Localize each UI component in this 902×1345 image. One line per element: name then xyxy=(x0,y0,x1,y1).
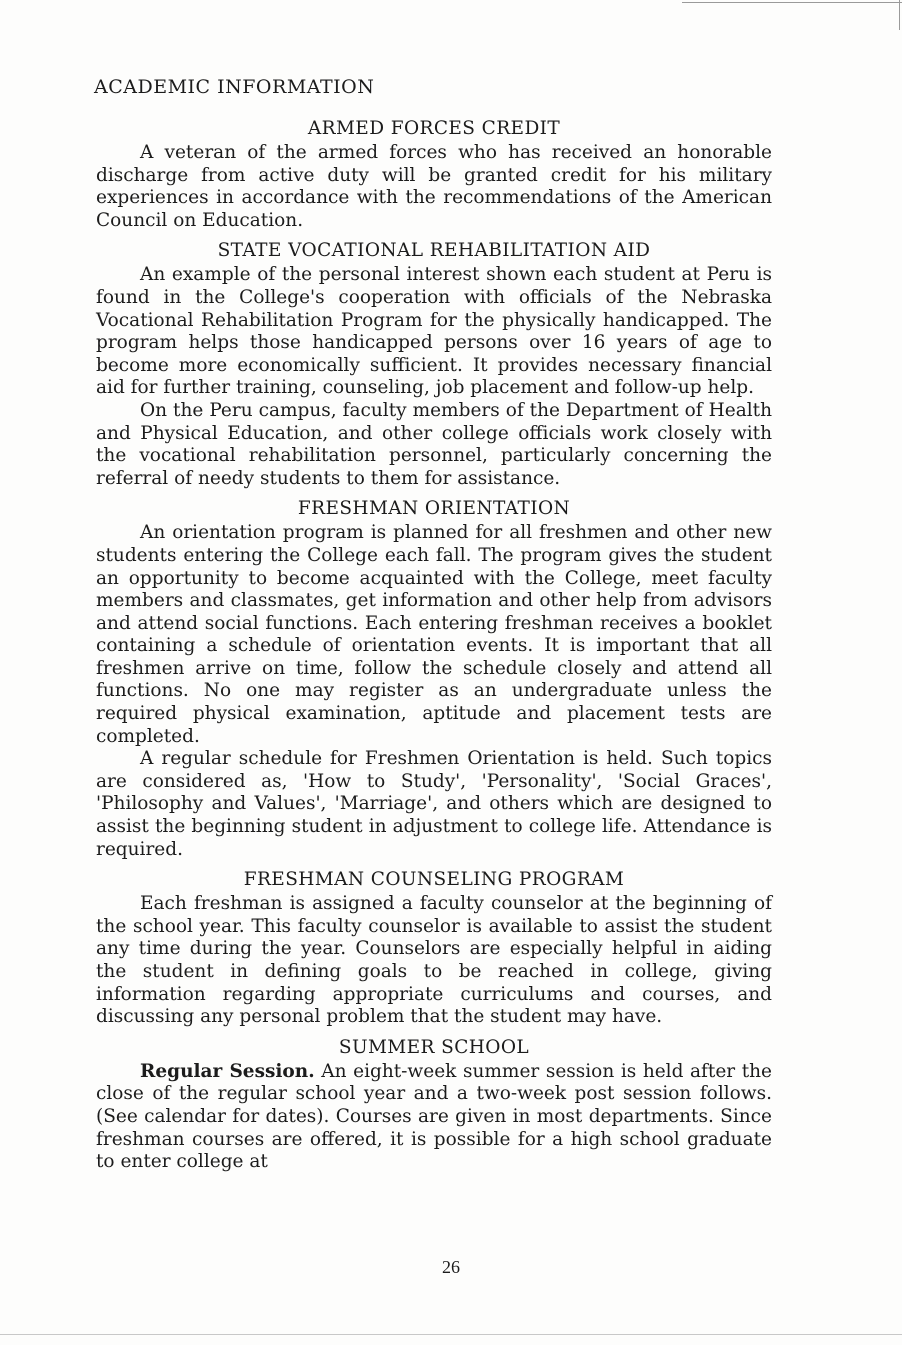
section-title: ARMED FORCES CREDIT xyxy=(307,118,561,139)
section-armed-forces-credit xyxy=(96,118,772,232)
paragraph: An orientation program is planned for all freshmen and other new students entering the College each fall. The program gives the student an opportunity to become acquainted with the College, meet faculty members and classmates, get information and other help from advisors and attend social functions. Each entering freshman receives a booklet containing a schedule of orientation events. It is important that all freshmen arrive on time, follow the schedule closely and attend all functions. No one may register as an undergraduate unless the required physical examination, aptitude and placement tests are completed. xyxy=(96,522,772,747)
paragraph: A regular schedule for Freshmen Orientation is held. Such topics are considered as, 'How to Study', 'Personality', 'Social Graces', 'Philosophy and Values', 'Marriage', and others which are designed to assist the beginning student in adjustment to college life. Attendance is required. xyxy=(96,748,772,860)
section-vocational-rehabilitation xyxy=(96,240,772,490)
running-header: ACADEMIC INFORMATION xyxy=(94,76,375,98)
section-summer-school xyxy=(96,1037,772,1174)
page-number: 26 xyxy=(442,1257,460,1277)
section-title: FRESHMAN COUNSELING PROGRAM xyxy=(243,869,625,891)
paragraph: A veteran of the armed forces who has received an honorable discharge from active duty will be granted credit for his military experiences in accordance with the recommendations of the American Council on Education. xyxy=(96,142,772,231)
paragraph: An example of the personal interest shown each student at Peru is found in the College's cooperation with officials of the Nebraska Vocational Rehabilitation Program for the physically handicapped. The program helps those handicapped persons over 16 years of age to become more economically sufficient. It provides necessary financial aid for further training, counseling, job placement and follow-up help. xyxy=(96,264,772,399)
text-column xyxy=(96,118,772,1174)
paragraph-text: An eight-week summer session is held after the close of the regular school year and a two-week post session follows. (See calendar for dates). Courses are given in most departments. Since freshman courses are offered, it is possible for a high school graduate to enter college at xyxy=(96,1060,773,1173)
section-freshman-orientation xyxy=(96,498,772,861)
section-freshman-counseling xyxy=(96,869,772,1029)
section-title: SUMMER SCHOOL xyxy=(338,1036,530,1058)
section-title: FRESHMAN ORIENTATION xyxy=(297,498,571,520)
paragraph: On the Peru campus, faculty members of the Department of Health and Physical Education, and other college officials work closely with the vocational rehabilitation personnel, particularly concerning the referral of needy students to them for assistance. xyxy=(96,399,772,489)
scan-edge-top xyxy=(682,2,902,3)
section-title: STATE VOCATIONAL REHABILITATION AID xyxy=(217,240,651,262)
paragraph: Each freshman is assigned a faculty counselor at the beginning of the school year. This faculty counselor is available to assist the student any time during the year. Counselors are especially helpful in aiding the student in defining goals to be reached in college, giving information regarding appropriate curriculums and courses, and discussing any personal problem that the student may have. xyxy=(96,893,772,1028)
scan-edge-right xyxy=(899,0,900,30)
scan-edge-bottom xyxy=(0,1334,902,1335)
paragraph xyxy=(96,1061,772,1174)
run-in-heading: Regular Session. xyxy=(140,1060,315,1082)
